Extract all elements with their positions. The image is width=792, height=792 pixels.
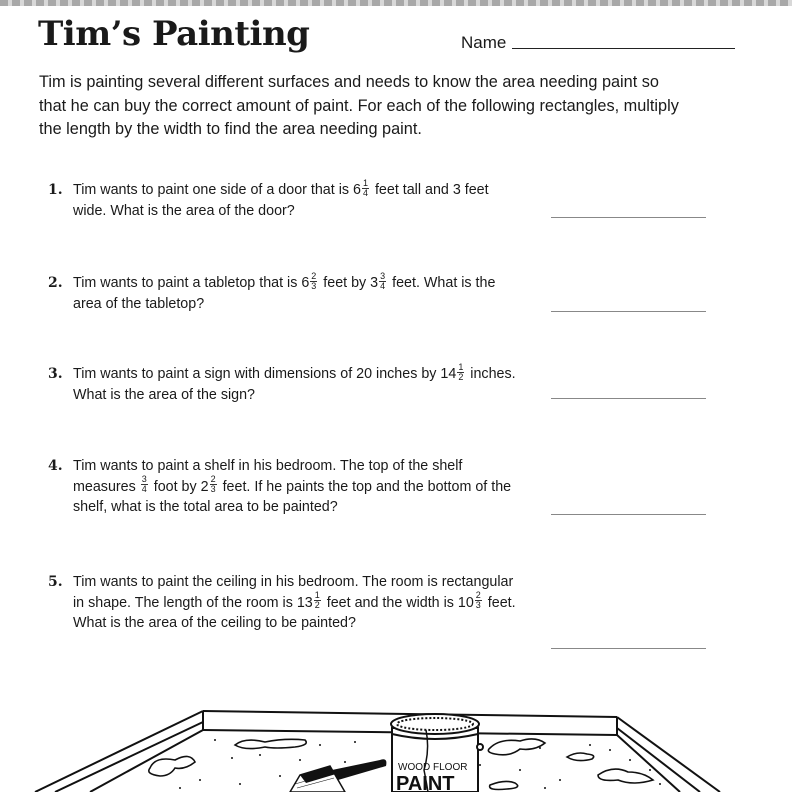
question-text: Tim wants to paint a shelf in his bedroom. The top of the shelf measures $\frac{3}{4}$ foot by 2 $\frac{2}{3}$ feet. If he paints the top and the bottom of the shelf, what is the total area to be painted? (73, 458, 512, 515)
question-number: 3. (48, 366, 63, 382)
question-text: Tim wants to paint a sign with dimensions of 20 inches by 14 $\frac{1}{2}$ inches. What is the area of the sign? (73, 361, 516, 403)
fraction: $\frac{3}{4}$ (380, 270, 386, 291)
fraction: $\frac{3}{4}$ (141, 474, 147, 495)
fraction: $\frac{2}{3}$ (311, 270, 317, 291)
question-2 (48, 270, 518, 314)
answer-line-5[interactable] (551, 648, 706, 649)
question-4 (48, 456, 518, 518)
answer-line-1[interactable] (551, 217, 706, 218)
answer-line-4[interactable] (551, 514, 706, 515)
name-answer-line[interactable] (512, 48, 735, 49)
question-text: Tim wants to paint one side of a door that is 6 $\frac{1}{4}$ feet tall and 3 feet wide. What is the area of the door? (73, 177, 489, 219)
fraction: $\frac{1}{4}$ (362, 177, 368, 198)
fraction: $\frac{2}{3}$ (210, 474, 216, 495)
question-number: 4. (48, 458, 63, 474)
name-label: Name (461, 33, 507, 52)
answer-line-3[interactable] (551, 398, 706, 399)
question-number: 5. (48, 574, 63, 590)
worksheet-title: Tim’s Painting (38, 14, 310, 54)
question-text: Tim wants to paint the ceiling in his bedroom. The room is rectangular in shape. The length of the room is 13 $\frac{1}{2}$ feet and the width is 10 $\frac{2}{3}$ feet. What is the area of the ceiling to be painted? (73, 574, 516, 631)
question-5 (48, 572, 518, 634)
fraction: $\frac{1}{2}$ (458, 361, 464, 382)
instructions-paragraph: Tim is painting several different surfaces and needs to know the area needing paint so that he can buy the correct amount of paint. For each of the following rectangles, multiply the length by the width to find the area needing paint. (39, 73, 679, 138)
fraction: $\frac{2}{3}$ (475, 590, 481, 611)
fraction: $\frac{1}{2}$ (314, 590, 320, 611)
svg-text:WOOD FLOOR: WOOD FLOOR (398, 762, 468, 773)
question-3 (48, 361, 518, 405)
painting-illustration (0, 700, 792, 792)
question-number: 2. (48, 275, 63, 291)
question-text: Tim wants to paint a tabletop that is 6 $\frac{2}{3}$ feet by 3 $\frac{3}{4}$ feet. What is the area of the tabletop? (73, 270, 496, 312)
svg-text:PAINT: PAINT (396, 773, 455, 792)
answer-line-2[interactable] (551, 311, 706, 312)
paint-brush-icon (290, 759, 386, 792)
question-1 (48, 177, 518, 221)
dashed-top-border (0, 0, 792, 6)
question-number: 1. (48, 182, 63, 198)
paint-can-icon (391, 714, 483, 792)
